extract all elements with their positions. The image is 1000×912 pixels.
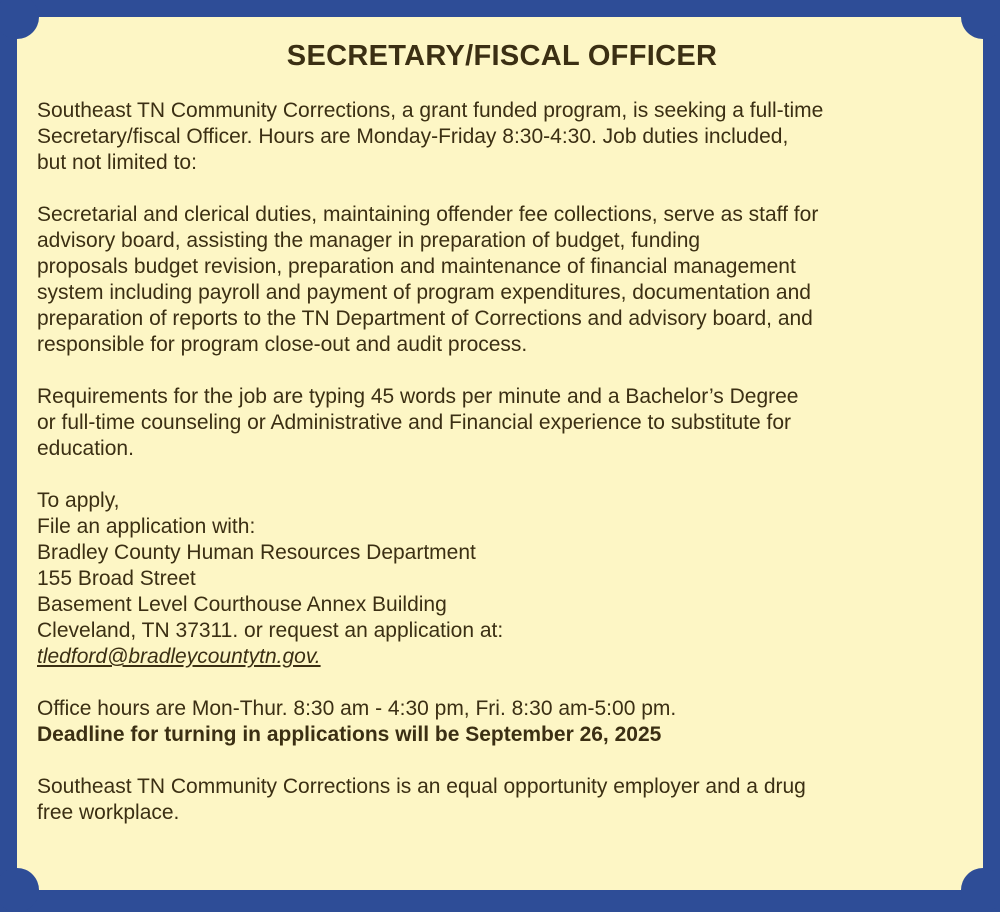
apply-line: Cleveland, TN 37311. or request an application at:	[37, 619, 504, 642]
intro-line: Southeast TN Community Corrections, a grant funded program, is seeking a full-time	[37, 99, 824, 122]
requirements-paragraph	[37, 384, 967, 462]
duties-paragraph	[37, 202, 967, 358]
requirements-line: Requirements for the job are typing 45 words per minute and a Bachelor’s Degree	[37, 385, 799, 408]
eeo-paragraph	[37, 774, 967, 826]
apply-paragraph	[37, 488, 967, 670]
duties-line: proposals budget revision, preparation and maintenance of financial management	[37, 255, 796, 278]
eeo-line: free workplace.	[37, 801, 180, 824]
ad-content	[37, 37, 967, 852]
corner-notch-bottom-right	[961, 868, 1000, 912]
ad-title: SECRETARY/FISCAL OFFICER	[286, 40, 718, 72]
requirements-line: or full-time counseling or Administrative and Financial experience to substitute for	[37, 411, 792, 434]
corner-notch-top-left	[0, 0, 39, 39]
intro-paragraph	[37, 98, 967, 176]
hours-paragraph	[37, 696, 967, 748]
duties-line: advisory board, assisting the manager in preparation of budget, funding	[37, 229, 701, 252]
apply-line: 155 Broad Street	[37, 567, 196, 590]
deadline-notice: Deadline for turning in applications will be September 26, 2025	[37, 723, 662, 746]
apply-line: To apply,	[37, 489, 120, 512]
duties-line: responsible for program close-out and audit process.	[37, 333, 528, 356]
duties-line: system including payroll and payment of program expenditures, documentation and	[37, 281, 811, 304]
corner-notch-bottom-left	[0, 868, 39, 912]
eeo-line: Southeast TN Community Corrections is an equal opportunity employer and a drug	[37, 775, 806, 798]
intro-line: but not limited to:	[37, 151, 197, 174]
apply-line: File an application with:	[37, 515, 256, 538]
duties-line: Secretarial and clerical duties, maintaining offender fee collections, serve as staff for	[37, 203, 819, 226]
apply-line: Basement Level Courthouse Annex Building	[37, 593, 447, 616]
office-hours: Office hours are Mon-Thur. 8:30 am - 4:30 pm, Fri. 8:30 am-5:00 pm.	[37, 697, 677, 720]
requirements-line: education.	[37, 437, 134, 460]
apply-line: Bradley County Human Resources Department	[37, 541, 476, 564]
intro-line: Secretary/fiscal Officer. Hours are Monday-Friday 8:30-4:30. Job duties included,	[37, 125, 789, 148]
duties-line: preparation of reports to the TN Department of Corrections and advisory board, and	[37, 307, 813, 330]
corner-notch-top-right	[961, 0, 1000, 39]
ad-panel	[17, 17, 983, 890]
email-link[interactable]: tledford@bradleycountytn.gov.	[37, 645, 321, 668]
